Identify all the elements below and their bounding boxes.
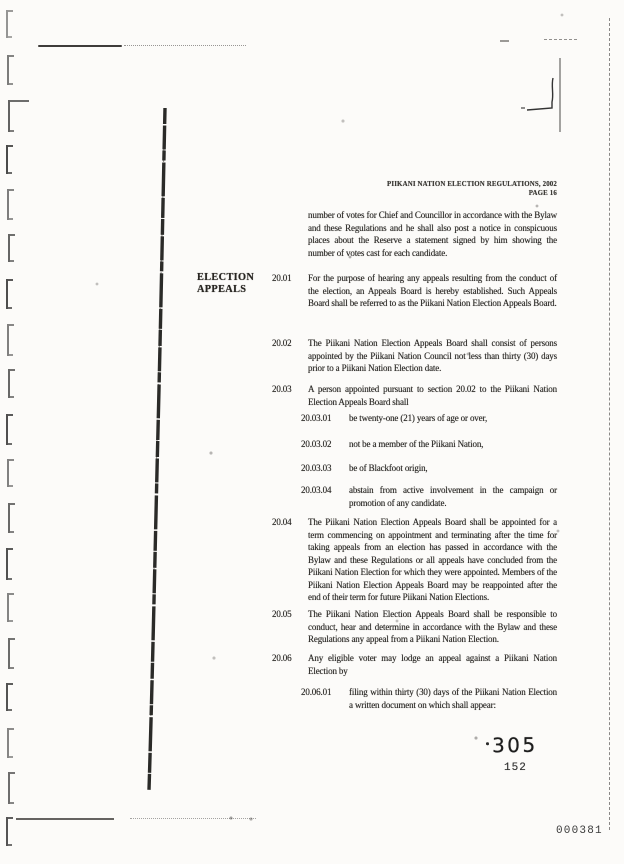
scan-line-bottom-dots <box>130 818 256 819</box>
scan-noise-specks <box>0 0 2 2</box>
binding-bracket-mark <box>6 279 15 309</box>
binding-bracket-mark <box>7 55 16 85</box>
section-number: 20.05 <box>272 609 292 619</box>
subsection-number: 20.03.04 <box>301 485 332 495</box>
subsection-20-03-03 <box>301 462 557 475</box>
margin-heading-line2: APPEALS <box>197 284 247 295</box>
binding-bracket-mark <box>6 10 15 38</box>
scan-dot <box>500 40 509 42</box>
scan-line-top-dots <box>124 45 246 46</box>
section-20-06 <box>272 652 557 677</box>
binding-bracket-mark <box>8 772 17 804</box>
binding-bracket-mark <box>6 145 15 174</box>
subsection-text: abstain from active involvement in the campaign or promotion of any candidate. <box>349 485 557 508</box>
binding-bracket-mark <box>7 459 16 487</box>
ink-dot <box>486 742 489 745</box>
binding-bracket-mark <box>6 414 15 445</box>
section-number: 20.06 <box>272 653 292 663</box>
subsection-20-03-02 <box>301 438 557 451</box>
section-number: 20.04 <box>272 517 292 527</box>
section-text: For the purpose of hearing any appeals resulting from the conduct of the election, an Appeals Board is hereby established. Such Appeals Board shall be referred to as the Piikani Nation Election Appeals Board. <box>308 273 557 308</box>
scan-dashes <box>544 39 577 40</box>
binding-bracket-mark <box>6 548 15 580</box>
section-20-01 <box>272 272 557 310</box>
subsection-20-06-01 <box>301 686 557 711</box>
section-20-05 <box>272 608 557 646</box>
section-number: 20.02 <box>272 338 292 348</box>
section-text: A person appointed pursuant to section 20.02 to the Piikani Nation Election Appeals Board shall <box>308 384 557 407</box>
page-header <box>300 181 557 198</box>
binding-bracket-mark <box>6 817 15 846</box>
binding-bracket-mark <box>8 100 17 132</box>
binding-bracket-mark <box>7 728 16 758</box>
scan-line-top <box>38 45 122 47</box>
scan-line-bottom <box>16 818 114 820</box>
binding-bracket-mark <box>7 324 16 356</box>
typed-page-number: 152 <box>504 762 527 774</box>
subsection-text: not be a member of the Piikani Nation, <box>349 439 484 449</box>
section-text: Any eligible voter may lodge an appeal against a Piikani Nation Election by <box>308 653 557 676</box>
section-number: 20.03 <box>272 384 292 394</box>
subsection-text: be twenty-one (21) years of age or over, <box>349 413 488 423</box>
header-page-number: PAGE 16 <box>528 189 557 197</box>
handwritten-page-stamp <box>492 733 538 757</box>
section-text: The Piikani Nation Election Appeals Board shall be responsible to conduct, hear and determine in accordance with the Bylaw and these Regulations any appeal from a Piikani Nation Election. <box>308 609 557 644</box>
intro-paragraph: number of votes for Chief and Councillor in accordance with the Bylaw and these Regulations and he shall also post a notice in conspicuous places about the Reserve a statement signed by him showing the number of votes cast for each candidate. <box>308 210 557 258</box>
section-text: The Piikani Nation Election Appeals Board shall be appointed for a term commencing on appointment and terminating after the time for taking appeals from an election has passed in accordance with the Bylaw and these Regulations or all appeals have concluded from the Piikani Nation Election for which they were appointed. Members of the Piikani Nation Election Appeals Board may be reappointed after the end of their term for future Piikani Nation Elections. <box>308 517 557 602</box>
page-edge-dotted-line <box>609 18 610 830</box>
section-20-04 <box>272 516 557 604</box>
binding-bracket-mark <box>8 369 17 398</box>
binding-bracket-mark <box>8 638 17 669</box>
margin-heading <box>197 272 254 296</box>
header-title: PIIKANI NATION ELECTION REGULATIONS, 2002 <box>387 181 557 188</box>
binding-bracket-mark <box>7 593 16 622</box>
binding-bracket-mark <box>6 683 15 711</box>
section-20-02 <box>272 337 557 375</box>
subsection-number: 20.06.01 <box>301 687 332 697</box>
binding-bracket-mark <box>7 189 16 220</box>
margin-heading-line1: ELECTION <box>197 272 255 283</box>
subsection-text: be of Blackfoot origin, <box>349 463 428 473</box>
pen-mark-top-right <box>518 52 566 140</box>
subsection-20-03-04 <box>301 484 557 509</box>
subsection-20-03-01 <box>301 412 557 425</box>
section-20-03 <box>272 383 557 408</box>
comb-binding-shadow <box>138 100 180 800</box>
bates-number: 000381 <box>556 825 603 837</box>
subsection-number: 20.03.01 <box>301 413 332 423</box>
binding-bracket-mark <box>8 234 17 262</box>
subsection-number: 20.03.02 <box>301 439 332 449</box>
section-text: The Piikani Nation Election Appeals Board shall consist of persons appointed by the Piikani Nation Council not less than thirty (30) days prior to a Piikani Nation Election date. <box>308 338 557 373</box>
subsection-text: filing within thirty (30) days of the Piikani Nation Election a written document on which shall appear: <box>349 687 557 710</box>
section-number: 20.01 <box>272 273 292 283</box>
subsection-number: 20.03.03 <box>301 463 332 473</box>
binding-bracket-mark <box>8 503 17 533</box>
handwritten-page-number: 305 <box>491 732 538 758</box>
